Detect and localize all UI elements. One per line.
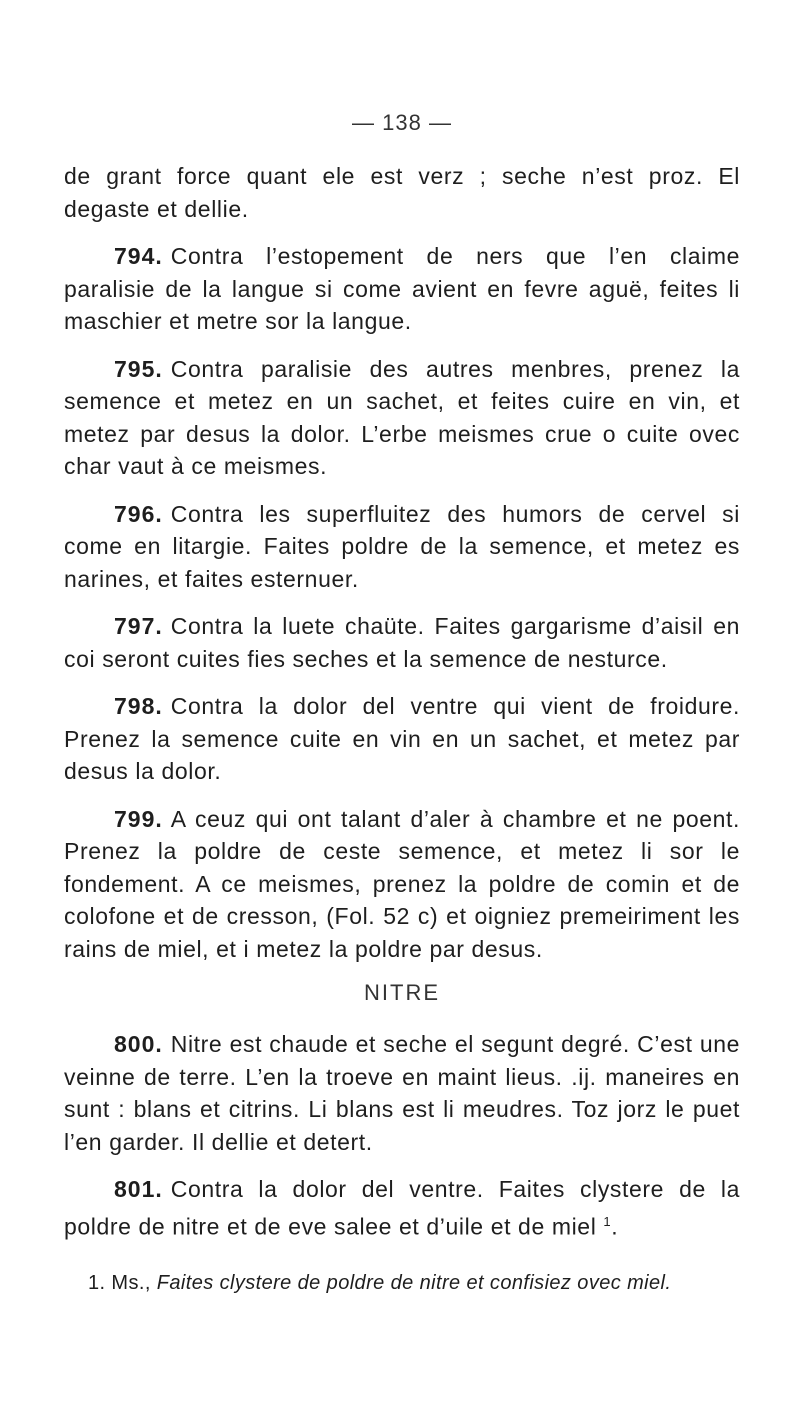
entry-text: Contra la dolor del ventre. Faites clystere de la poldre de nitre et de eve salee et d’uile et de miel: [64, 1176, 740, 1240]
page-number: — 138 —: [352, 110, 452, 135]
entry-795: [64, 353, 740, 483]
entry-text: Contra l’estopement de ners que l’en claime paralisie de la langue si come avient en fevre aguë, feites li maschier et metre sor la langue.: [64, 243, 740, 334]
entry-799: [64, 803, 740, 966]
footnote-marker: 1. Ms.,: [88, 1271, 151, 1294]
entry-number: 794.: [114, 243, 163, 269]
entry-number: 799.: [114, 805, 163, 832]
entry-794: [64, 240, 740, 338]
entry-text: Contra la dolor del ventre qui vient de froidure. Prenez la semence cuite en vin en un sachet, et metez par desus la dolor.: [64, 693, 740, 784]
entry-text: Contra les superfluitez des humors de cervel si come en litargie. Faites poldre de la semence, et metez es narines, et faites esternuer.: [64, 500, 740, 592]
entry-text: A ceuz qui ont talant d’aler à chambre et ne poent. Prenez la poldre de ceste semence, et metez li sor le fondement. A ce meismes, prenez la poldre de comin et de colofone et de cresson, (Fol. 52 c) et oigniez premeiriment les rains de miel, et i metez la poldre par desus.: [64, 805, 740, 962]
paragraph-text: de grant force quant ele est verz ; seche n’est proz. El degaste et dellie.: [64, 163, 740, 222]
entry-801: 801. Contra la dolor del ventre. Faites clystere de la poldre de nitre et de eve salee et d’uile et de miel $^1$.: [64, 1176, 740, 1240]
entry-number: 795.: [114, 355, 163, 382]
paragraph-continuation: [64, 160, 740, 225]
entry-text: Contra la luete chaüte. Faites gargarisme d’aisil en coi seront cuites fies seches et la semence de nesturce.: [64, 613, 740, 672]
entry-number: 798.: [114, 693, 163, 719]
entry-text: Contra paralisie des autres menbres, prenez la semence et metez en un sachet, et feites cuire en vin, et metez par desus la dolor. L’erbe meismes crue o cuite ovec char vaut à ce meismes.: [64, 355, 740, 479]
entry-number: 797.: [114, 613, 163, 639]
footnote: [64, 1269, 740, 1297]
footnote-reference: 1: [603, 1213, 612, 1229]
entry-797: [64, 610, 740, 675]
entry-number: 801.: [114, 1176, 163, 1202]
entry-796: [64, 498, 740, 596]
entry-798: [64, 690, 740, 788]
entry-number: 800.: [114, 1031, 163, 1057]
entry-text: Nitre est chaude et seche el segunt degré. C’est une veinne de terre. L’en la troeve en maint lieus. .ij. maneires en sunt : blans et citrins. Li blans est li meudres. Toz jorz le puet l’en garder. Il dellie et detert.: [64, 1031, 740, 1155]
section-heading: NITRE: [364, 980, 440, 1005]
entry-number: 796.: [114, 500, 163, 527]
footnote-text: Faites clystere de poldre de nitre et confisiez ovec miel.: [156, 1271, 672, 1294]
entry-800: [64, 1028, 740, 1158]
